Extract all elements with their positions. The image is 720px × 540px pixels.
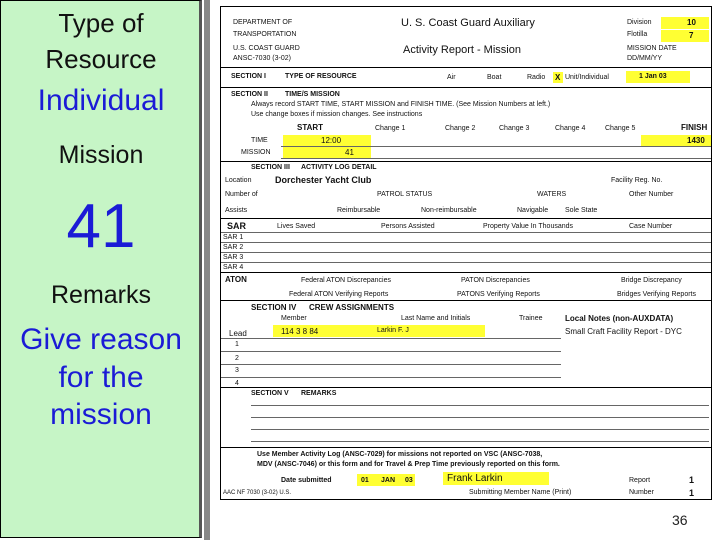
divider-s3 <box>221 300 711 301</box>
division-value[interactable]: 10 <box>687 18 696 27</box>
last-name-header: Last Name and Initials <box>401 315 471 322</box>
divider-s1 <box>221 87 711 88</box>
form-title: Activity Report - Mission <box>403 44 521 56</box>
submit-month[interactable]: JAN <box>381 477 396 484</box>
section3-title: ACTIVITY LOG DETAIL <box>301 164 377 171</box>
report-value[interactable]: 1 <box>689 475 695 485</box>
section3-label: SECTION III <box>251 164 290 171</box>
mission-date-value[interactable]: 1 Jan 03 <box>639 73 667 80</box>
sar-line4 <box>221 262 711 263</box>
flotilla-value[interactable]: 7 <box>689 31 694 40</box>
start-time-value[interactable]: 12:00 <box>321 136 342 145</box>
section2-title: TIME/S MISSION <box>285 91 340 98</box>
mission-row-line <box>281 158 711 159</box>
sar-line3 <box>221 252 711 253</box>
lead-member-name[interactable]: Larkin F. J <box>377 327 409 334</box>
air-option[interactable]: Air <box>447 74 456 81</box>
lives-saved-header: Lives Saved <box>277 223 316 230</box>
mission-number-highlight <box>283 147 371 158</box>
divider-assists <box>221 218 711 219</box>
crew-line4 <box>221 377 561 378</box>
member-number-header: Member <box>281 315 307 322</box>
local-notes-header: Local Notes (non-AUXDATA) <box>565 314 674 323</box>
form-number: ANSC-7030 (3-02) <box>233 55 291 62</box>
local-notes-value[interactable]: Small Craft Facility Report - DYC <box>565 327 682 336</box>
mission-row-label: MISSION <box>241 149 271 156</box>
crew-line1 <box>221 338 561 339</box>
mission-number-value[interactable]: 41 <box>345 148 354 157</box>
change1-header: Change 1 <box>375 125 406 132</box>
page-number: 36 <box>672 512 688 528</box>
remarks-line1[interactable] <box>251 405 709 406</box>
lead-member-number[interactable]: 114 3 8 84 <box>281 327 319 336</box>
remarks-line3[interactable] <box>251 429 709 430</box>
assists-label: Assists <box>225 207 248 214</box>
location-label: Location <box>225 177 252 184</box>
dept-line1: DEPARTMENT OF <box>233 19 293 26</box>
section2-note2: Use change boxes if mission changes. See instructions <box>251 111 423 118</box>
sar-line2 <box>221 242 711 243</box>
crew-line2 <box>221 351 561 352</box>
lead-row-label: Lead <box>229 329 247 338</box>
number-of-reports-value[interactable]: 1 <box>689 488 695 498</box>
section1-title: TYPE OF RESOURCE <box>285 73 357 80</box>
sar2-row: SAR 2 <box>223 244 244 251</box>
unit-individual-check[interactable]: X <box>555 73 561 82</box>
remarks-hint-line1: Give reason <box>20 323 182 356</box>
submit-day[interactable]: 01 <box>361 477 369 484</box>
mission-value: 41 <box>66 192 136 261</box>
navigable-option[interactable]: Navigable <box>517 207 549 214</box>
type-value: Individual <box>37 84 165 117</box>
flotilla-label: Flotilla <box>627 31 648 38</box>
section4-title: CREW ASSIGNMENTS <box>309 303 395 312</box>
submitter-name[interactable]: Frank Larkin <box>447 473 503 484</box>
date-submitted-label: Date submitted <box>281 477 332 484</box>
crew-row-1: 1 <box>235 341 239 348</box>
boat-option[interactable]: Boat <box>487 74 502 81</box>
division-label: Division <box>627 19 652 26</box>
type-label-line2: Resource <box>45 44 157 74</box>
bridges-verifying-label: Bridges Verifying Reports <box>617 291 696 298</box>
instructions-note2: MDV (ANSC-7046) or this form and for Travel & Prep Time previously reported on this form. <box>257 461 560 468</box>
mission-date-label2: DD/MM/YY <box>627 55 662 62</box>
change4-header: Change 4 <box>555 125 586 132</box>
finish-header: FINISH <box>681 123 708 132</box>
remarks-line2[interactable] <box>251 417 709 418</box>
change5-header: Change 5 <box>605 125 636 132</box>
section5-label: SECTION V <box>251 390 289 397</box>
finish-time-value[interactable]: 1430 <box>687 136 705 145</box>
case-number-header: Case Number <box>629 223 673 230</box>
paton-discrepancies-label: PATON Discrepancies <box>461 277 530 284</box>
reimbursable-option[interactable]: Reimbursable <box>337 207 381 214</box>
aton-label: ATON <box>225 275 247 284</box>
section4-label: SECTION IV <box>251 303 297 312</box>
section2-note1: Always record START TIME, START MISSION and FINISH TIME. (See Mission Numbers at left.) <box>251 101 551 108</box>
crew-row-2: 2 <box>235 355 239 362</box>
crew-row-3: 3 <box>235 367 239 374</box>
facility-reg-label: Facility Reg. No. <box>611 177 663 184</box>
submit-year[interactable]: 03 <box>405 477 413 484</box>
sar1-row: SAR 1 <box>223 234 244 241</box>
property-value-header: Property Value In Thousands <box>483 223 574 230</box>
divider-s2 <box>221 161 711 162</box>
non-reimbursable-option[interactable]: Non-reimbursable <box>421 207 477 214</box>
type-label-line1: Type of <box>58 8 144 38</box>
divider-sar <box>221 272 711 273</box>
waters-label: WATERS <box>537 191 567 198</box>
divider-header <box>221 67 711 68</box>
mission-date-label1: MISSION DATE <box>627 45 677 52</box>
radio-option[interactable]: Radio <box>527 74 546 81</box>
dept-line3: U.S. COAST GUARD <box>233 45 300 52</box>
unit-individual-label: Unit/Individual <box>565 74 609 81</box>
info-sidebar <box>0 0 202 538</box>
start-header: START <box>297 123 324 132</box>
footer-form-id: AAC NF 7030 (3-02) U.S. <box>223 490 292 496</box>
crew-line3 <box>221 364 561 365</box>
time-row-line <box>281 146 711 147</box>
flotilla-highlight <box>661 30 709 42</box>
section2-label: SECTION II <box>231 91 268 98</box>
location-value[interactable]: Dorchester Yacht Club <box>275 175 372 185</box>
remarks-hint-line2: for the <box>58 361 144 394</box>
change3-header: Change 3 <box>499 125 530 132</box>
sar-label: SAR <box>227 221 247 231</box>
sar3-row: SAR 3 <box>223 254 244 261</box>
dept-line2: TRANSPORTATION <box>233 31 297 38</box>
sar-line1 <box>221 232 711 233</box>
trainee-header: Trainee <box>519 315 543 322</box>
persons-assisted-header: Persons Assisted <box>381 223 435 230</box>
section5-title: REMARKS <box>301 390 337 397</box>
sidebar-shadow <box>204 0 210 540</box>
crew-row-4: 4 <box>235 380 239 387</box>
report-label: Report <box>629 477 651 484</box>
time-row-label: TIME <box>251 137 268 144</box>
sole-state-option[interactable]: Sole State <box>565 207 598 214</box>
bridge-discrepancy-label: Bridge Discrepancy <box>621 277 682 284</box>
change2-header: Change 2 <box>445 125 476 132</box>
section1-label: SECTION I <box>231 73 267 80</box>
mission-label: Mission <box>58 141 144 169</box>
activity-report-form <box>220 6 712 500</box>
other-number-label: Other Number <box>629 191 674 198</box>
paton-verifying-label: PATONS Verifying Reports <box>457 291 540 298</box>
divider-s5 <box>221 447 711 448</box>
number-of-label: Number of <box>225 191 258 198</box>
federal-verifying-label: Federal ATON Verifying Reports <box>289 291 389 298</box>
number-of-reports-label: Number <box>629 489 654 496</box>
divider-s4 <box>221 387 711 388</box>
instructions-note1: Use Member Activity Log (ANSC-7029) for missions not reported on VSC (ANSC-7038, <box>257 451 543 458</box>
division-highlight <box>661 17 709 29</box>
submitter-label: Submitting Member Name (Print) <box>469 489 572 496</box>
remarks-line4[interactable] <box>251 441 709 442</box>
remarks-hint-line3: mission <box>50 398 152 431</box>
sar4-row: SAR 4 <box>223 264 244 271</box>
remarks-label: Remarks <box>50 281 151 309</box>
federal-discrepancies-label: Federal ATON Discrepancies <box>301 277 391 284</box>
org-name: U. S. Coast Guard Auxiliary <box>401 17 535 29</box>
patrol-status-label: PATROL STATUS <box>377 191 433 198</box>
